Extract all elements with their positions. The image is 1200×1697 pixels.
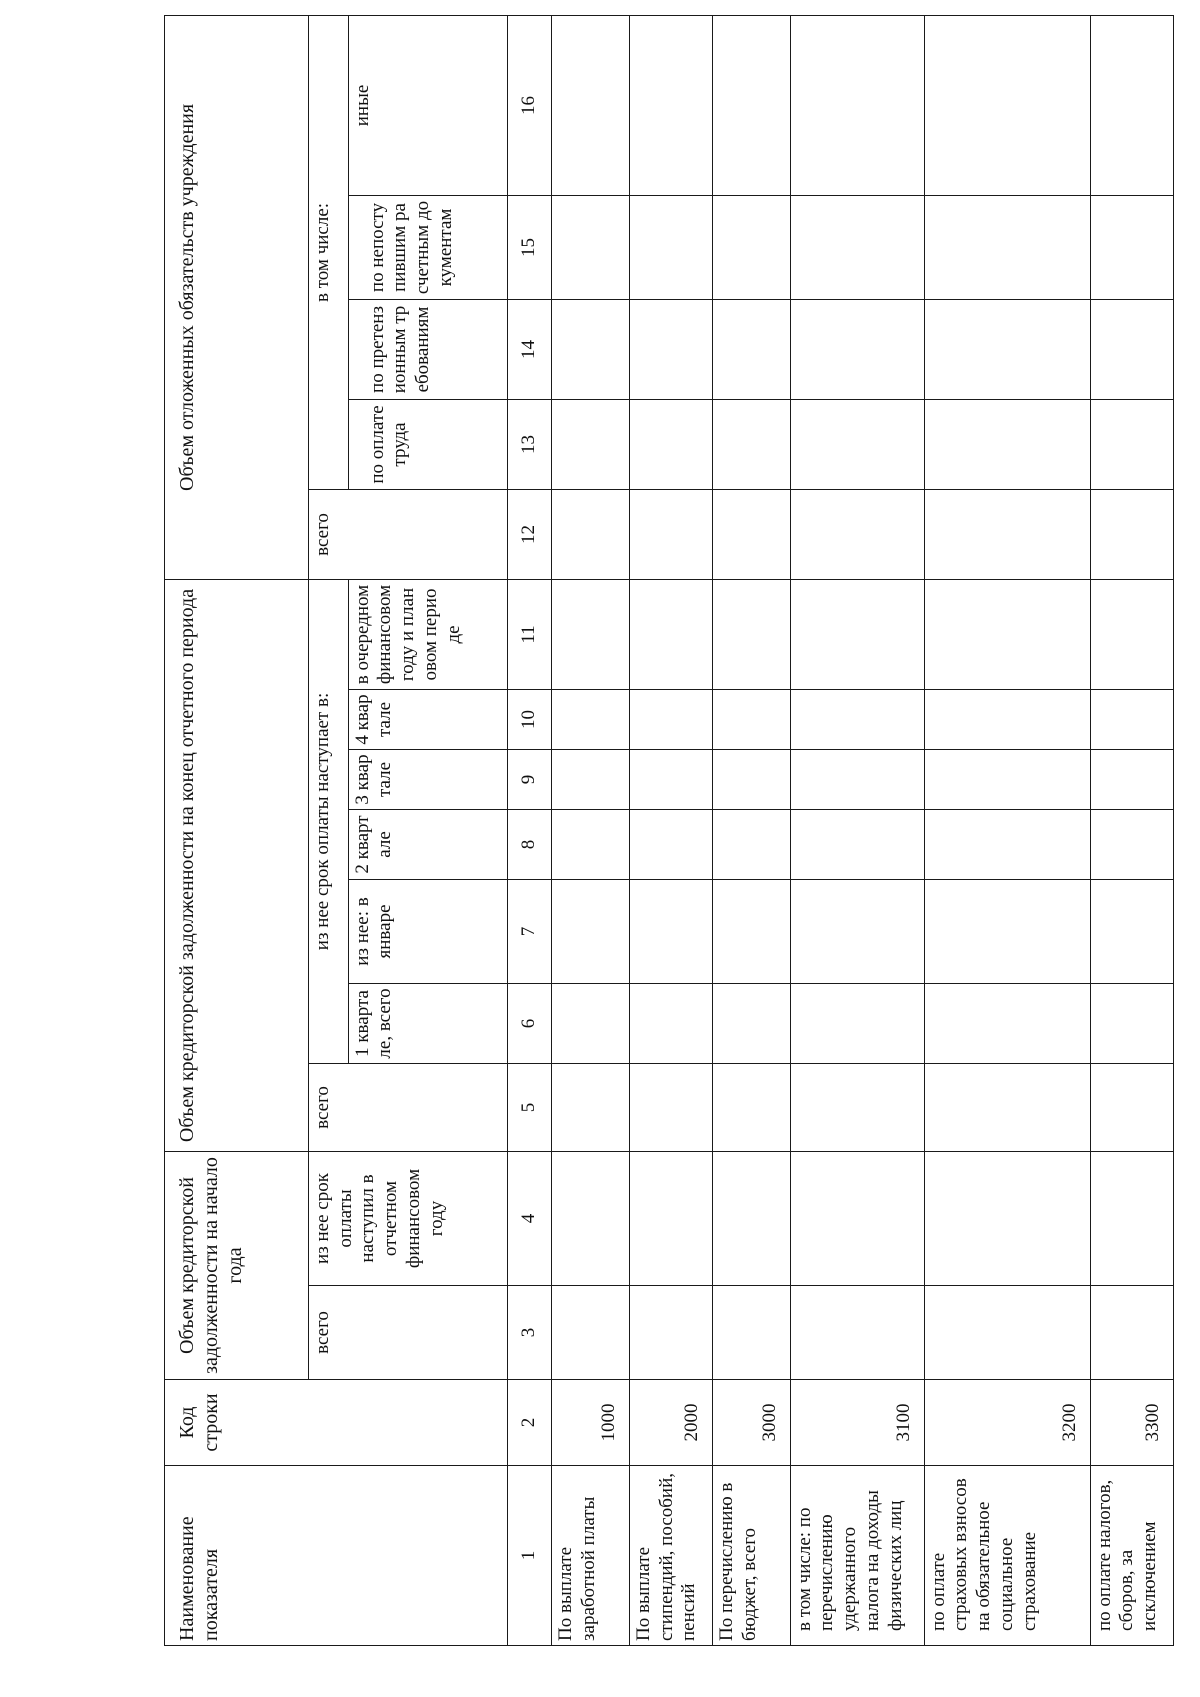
header-closing: Объем кредиторской задолженности на конец отчетного периода: [165, 579, 309, 1151]
table-row: [629, 15, 712, 1645]
value-cell: [552, 1286, 629, 1380]
row-code: 2000: [629, 1380, 712, 1466]
header-q2: 2 квартале: [348, 809, 507, 879]
col-num: 4: [508, 1151, 552, 1285]
table-row: [790, 15, 924, 1645]
value-cell: [713, 15, 790, 195]
value-cell: [629, 809, 712, 879]
col-num: 3: [508, 1286, 552, 1380]
row-name: По перечислению в бюджет, всего: [713, 1466, 790, 1646]
header-claims: по претензионным требованиям: [364, 299, 508, 399]
value-cell: [713, 1063, 790, 1151]
header-q3: 3 квартале: [348, 749, 507, 809]
row-code: 3000: [713, 1380, 790, 1466]
value-cell: [713, 299, 790, 399]
value-cell: [629, 1151, 712, 1285]
header-q1-total: 1 квартале, всего: [348, 983, 507, 1063]
value-cell: [629, 579, 712, 689]
header-other: иные: [348, 15, 507, 195]
value-cell: [713, 489, 790, 579]
value-cell: [552, 689, 629, 749]
value-cell: [790, 1063, 924, 1151]
row-name: по оплате страховых взносов на обязательное социальное страхование: [924, 1466, 1090, 1646]
value-cell: [629, 983, 712, 1063]
col-num: 7: [508, 879, 552, 983]
value-cell: [924, 809, 1090, 879]
value-cell: [1090, 1063, 1173, 1151]
value-cell: [629, 749, 712, 809]
value-cell: [552, 879, 629, 983]
value-cell: [552, 579, 629, 689]
value-cell: [713, 879, 790, 983]
value-cell: [790, 879, 924, 983]
value-cell: [790, 15, 924, 195]
report-table: [164, 15, 1174, 1646]
header-incl-spacer-1: [348, 399, 363, 489]
col-num: 14: [508, 299, 552, 399]
rotated-form: [164, 16, 1174, 1646]
value-cell: [790, 1151, 924, 1285]
header-name: Наименование показателя: [165, 1466, 508, 1646]
row-code: 3200: [924, 1380, 1090, 1466]
value-cell: [924, 689, 1090, 749]
value-cell: [1090, 15, 1173, 195]
value-cell: [629, 299, 712, 399]
value-cell: [790, 689, 924, 749]
value-cell: [713, 689, 790, 749]
col-num: 1: [508, 1466, 552, 1646]
value-cell: [790, 489, 924, 579]
row-name: По выплате заработной платы: [552, 1466, 629, 1646]
value-cell: [924, 983, 1090, 1063]
data-rows: [552, 15, 1174, 1645]
value-cell: [1090, 579, 1173, 689]
value-cell: [552, 299, 629, 399]
col-num: 6: [508, 983, 552, 1063]
value-cell: [713, 809, 790, 879]
value-cell: [552, 983, 629, 1063]
value-cell: [552, 489, 629, 579]
header-q4: 4 квартале: [348, 689, 507, 749]
column-number-row: [508, 15, 552, 1645]
value-cell: [790, 579, 924, 689]
value-cell: [790, 1286, 924, 1380]
value-cell: [713, 195, 790, 299]
value-cell: [1090, 749, 1173, 809]
col-num: 10: [508, 689, 552, 749]
value-cell: [1090, 689, 1173, 749]
header-jan: из нее: в январе: [348, 879, 507, 983]
row-code: 3100: [790, 1380, 924, 1466]
value-cell: [924, 879, 1090, 983]
col-num: 15: [508, 195, 552, 299]
value-cell: [1090, 299, 1173, 399]
header-opening-due: из нее срок оплаты наступил в отчетном финансовом году: [308, 1151, 507, 1285]
value-cell: [1090, 879, 1173, 983]
value-cell: [924, 579, 1090, 689]
value-cell: [1090, 809, 1173, 879]
value-cell: [552, 195, 629, 299]
col-num: 16: [508, 15, 552, 195]
row-code: 1000: [552, 1380, 629, 1466]
col-num: 8: [508, 809, 552, 879]
value-cell: [1090, 1286, 1173, 1380]
header-wages: по оплате труда: [364, 399, 508, 489]
header-closing-due: из нее срок оплаты наступает в:: [308, 579, 348, 1063]
value-cell: [1090, 983, 1173, 1063]
value-cell: [713, 1286, 790, 1380]
value-cell: [924, 1151, 1090, 1285]
value-cell: [790, 195, 924, 299]
col-num: 2: [508, 1380, 552, 1466]
row-name: По выплате стипендий, пособий, пенсий: [629, 1466, 712, 1646]
value-cell: [1090, 489, 1173, 579]
value-cell: [790, 809, 924, 879]
col-num: 5: [508, 1063, 552, 1151]
table-row: [552, 15, 629, 1645]
value-cell: [713, 749, 790, 809]
value-cell: [1090, 399, 1173, 489]
col-num: 9: [508, 749, 552, 809]
value-cell: [629, 1063, 712, 1151]
header-row-1: [165, 15, 309, 1645]
table-row: [713, 15, 790, 1645]
value-cell: [924, 489, 1090, 579]
value-cell: [629, 399, 712, 489]
value-cell: [552, 1151, 629, 1285]
value-cell: [552, 399, 629, 489]
value-cell: [790, 983, 924, 1063]
value-cell: [790, 749, 924, 809]
value-cell: [713, 983, 790, 1063]
value-cell: [713, 579, 790, 689]
header-deferred: Объем отложенных обязательств учреждения: [165, 15, 309, 579]
header-closing-total: всего: [308, 1063, 507, 1151]
value-cell: [713, 1151, 790, 1285]
value-cell: [552, 1063, 629, 1151]
value-cell: [924, 749, 1090, 809]
header-incl-spacer-3: [348, 195, 363, 299]
value-cell: [924, 1286, 1090, 1380]
value-cell: [713, 399, 790, 489]
header-opening: Объем кредиторской задолженности на начало года: [165, 1151, 309, 1379]
row-name: в том числе: по перечислению удержанного налога на доходы физических лиц: [790, 1466, 924, 1646]
table-row: [924, 15, 1090, 1645]
col-num: 12: [508, 489, 552, 579]
header-incl-spacer-2: [348, 299, 363, 399]
value-cell: [629, 1286, 712, 1380]
header-next-year: в очередном финансовом году и плановом периоде: [348, 579, 507, 689]
value-cell: [552, 15, 629, 195]
value-cell: [629, 489, 712, 579]
value-cell: [790, 399, 924, 489]
value-cell: [1090, 195, 1173, 299]
value-cell: [629, 879, 712, 983]
value-cell: [924, 299, 1090, 399]
header-opening-total: всего: [308, 1286, 507, 1380]
col-num: 13: [508, 399, 552, 489]
header-incl: в том числе:: [308, 15, 348, 489]
table-row: [1090, 15, 1173, 1645]
header-docs: по непоступившим расчетным документам: [364, 195, 508, 299]
value-cell: [552, 749, 629, 809]
row-code: 3300: [1090, 1380, 1173, 1466]
col-num: 11: [508, 579, 552, 689]
value-cell: [924, 15, 1090, 195]
header-code: Код строки: [165, 1380, 508, 1466]
value-cell: [552, 809, 629, 879]
value-cell: [924, 1063, 1090, 1151]
value-cell: [790, 299, 924, 399]
value-cell: [924, 195, 1090, 299]
value-cell: [1090, 1151, 1173, 1285]
value-cell: [924, 399, 1090, 489]
value-cell: [629, 195, 712, 299]
header-deferred-total: всего: [308, 489, 507, 579]
row-name: по оплате налогов, сборов, за исключением: [1090, 1466, 1173, 1646]
value-cell: [629, 15, 712, 195]
value-cell: [629, 689, 712, 749]
